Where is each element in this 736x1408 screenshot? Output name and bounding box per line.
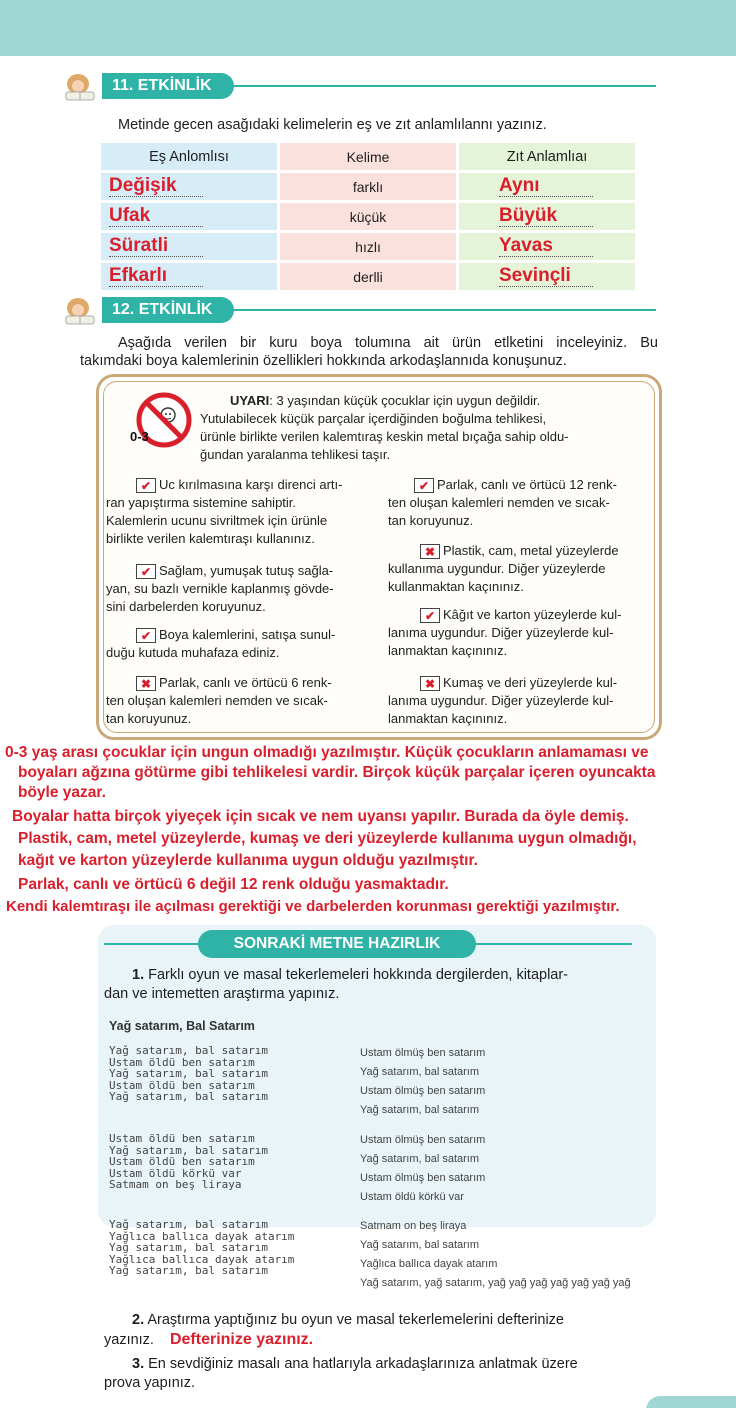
check-mark-icon: ✔ — [414, 478, 434, 493]
activity-11-instruction: Metinde gecen asağıdaki kelimelerin eş ve zıt anlamlılannı yazınız. — [118, 117, 547, 133]
label-line: yan, su bazlı vernikle kaplanmış gövde- — [106, 581, 334, 596]
activity-12-title: 12. ETKİNLİK — [102, 297, 234, 323]
label-item: ✔ Kâğıt ve karton yüzeylerde kul- — [420, 606, 621, 623]
label-line: ran yapıştırma sistemine sahiptir. — [106, 495, 297, 510]
label-line: tan koruyunuz. — [106, 711, 192, 726]
answer-note-line: böyle yazar. — [18, 784, 106, 801]
antonym-answer: Sevinçli — [499, 266, 593, 287]
question-2-line-1: 2. Araştırma yaptığınız bu oyun ve masal tekerlemelerini defterinize — [132, 1312, 564, 1328]
question-1-line-1: 1. Farklı oyun ve masal tekerlemeleri hokkında dergilerden, kitaplar- — [132, 967, 569, 983]
synonym-answer: Değişik — [109, 176, 203, 197]
word-cell: derlli — [280, 263, 456, 290]
header-rule — [104, 943, 198, 945]
question-2-line-2: yazınız. Defterinize yazınız. — [104, 1331, 314, 1348]
label-line: ten oluşan kalemleri nemden ve sıcak- — [106, 693, 328, 708]
word-cell: farklı — [280, 173, 456, 200]
poem-title: Yağ satarım, Bal Satarım — [109, 1019, 255, 1033]
question-2-answer: Defterinize yazınız. — [169, 1331, 314, 1348]
check-mark-icon: ✔ — [420, 608, 440, 623]
activity-12-instruction-line-1: Aşağıda verilen bir kuru boya tolumına ait ürün etlketini inceleyiniz. Bu — [118, 335, 658, 351]
next-text-prep-title: SONRAKİ METNE HAZIRLIK — [198, 930, 476, 958]
poem-right-stanza-3: Satmam on beş liraya Yağ satarım, bal satarım Yağlıca ballıca dayak atarım Yağ satarım, yağ satarım, yağ yağ yağ yağ yağ yağ yağ — [360, 1220, 631, 1289]
page-corner-tab — [646, 1396, 736, 1408]
check-mark-icon: ✔ — [136, 564, 156, 579]
label-line: lanmaktan kaçınınız. — [388, 643, 508, 658]
label-line: ten oluşan kalemleri nemden ve sıcak- — [388, 495, 610, 510]
poem-left-stanza-2: Ustam öldü ben satarım Yağ satarım, bal satarım Ustam öldü ben satarım Ustam öldü körkü var Satmam on beş liraya — [109, 1132, 268, 1191]
table-row — [101, 263, 635, 290]
poem-left-stanza-1: Yağ satarım, bal satarım Ustam öldü ben satarım Yağ satarım, bal satarım Ustam öldü ben satarım Yağ satarım, bal satarım — [109, 1044, 268, 1103]
top-color-band — [0, 0, 736, 56]
question-3-line-2: prova yapınız. — [104, 1375, 196, 1391]
reading-kid-icon — [58, 70, 106, 102]
synonym-answer: Ufak — [109, 206, 203, 227]
activity-11-header — [58, 70, 658, 102]
warning-line-3: ürünle birlikte verilen kalemtıraş keskin metal bıçağa sahip oldu- — [200, 429, 569, 444]
label-item: ✖ Parlak, canlı ve örtücü 6 renk- — [136, 674, 332, 691]
question-3-line-1: 3. En sevdiğiniz masalı ana hatlarıyla arkadaşlarınıza anlatmak üzere — [132, 1356, 578, 1372]
label-line: birlikte verilen kalemtıraşı kullanınız. — [106, 531, 315, 546]
warning-line-1 — [230, 392, 540, 409]
header-antonym: Zıt Anlamlıaı — [459, 143, 635, 170]
word-cell: küçük — [280, 203, 456, 230]
synonym-answer: Efkarlı — [109, 266, 203, 287]
label-item: ✔ Parlak, canlı ve örtücü 12 renk- — [414, 476, 617, 493]
label-item: ✖ Kumaş ve deri yüzeylerde kul- — [420, 674, 617, 691]
reading-kid-icon — [58, 294, 106, 326]
table-row — [101, 233, 635, 260]
label-item: ✔ Uc kırılmasına karşı direnci artı- — [136, 476, 343, 493]
answer-note-line: kağıt ve karton yüzeylerde kullanıma uygun olduğu yazılmıştır. — [18, 852, 478, 869]
age-label: 0-3 — [130, 429, 149, 444]
label-line: kullanmaktan kaçınınız. — [388, 579, 524, 594]
poem-left-stanza-3: Yağ satarım, bal satarım Yağlıca ballıca dayak atarım Yağ satarım, bal satarım Yağlıca ballıca dayak atarım Yağ satarım, bal satarım — [109, 1218, 295, 1277]
label-line: kullanıma uygundur. Diğer yüzeylerde — [388, 561, 606, 576]
answer-note-line: Kendi kalemtıraşı ile açılması gerektiği ve darbelerden korunması gerektiği yazılmıştır. — [6, 898, 620, 915]
synonym-antonym-table — [98, 140, 638, 293]
label-line: lanmaktan kaçınınız. — [388, 711, 508, 726]
answer-note-line: Plastik, cam, metel yüzeylerde, kumaş ve deri yüzeylerde kullanıma uygun olmadığı, — [18, 830, 637, 847]
label-line: lanıma uygundur. Diğer yüzeylerde kul- — [388, 625, 614, 640]
synonym-answer: Süratli — [109, 236, 203, 257]
antonym-answer: Büyük — [499, 206, 593, 227]
poem-right-stanza-1: Ustam ölmüş ben satarım Yağ satarım, bal satarım Ustam ölmüş ben satarım Yağ satarım, bal satarım — [360, 1047, 486, 1116]
warning-line-4: ğundan yaralanma tehlikesi taşır. — [200, 447, 391, 462]
cross-mark-icon: ✖ — [420, 676, 440, 691]
label-line: sini darbelerden koruyunuz. — [106, 599, 266, 614]
answer-note-line: Boyalar hatta birçok yiyeçek için sıcak ve nem uyansı yapılır. Burada da öyle demiş. — [12, 808, 629, 825]
activity-12-header — [58, 294, 658, 326]
check-mark-icon: ✔ — [136, 628, 156, 643]
check-mark-icon: ✔ — [136, 478, 156, 493]
table-header-row — [101, 143, 635, 170]
warning-title: UYARI — [230, 393, 270, 408]
table-row — [101, 173, 635, 200]
label-line: duğu kutuda muhafaza ediniz. — [106, 645, 280, 660]
warning-line-2: Yutulabilecek küçük parçalar içerdiğinden boğulma tehlikesi, — [200, 411, 547, 426]
header-rule — [228, 309, 656, 311]
cross-mark-icon: ✖ — [136, 676, 156, 691]
header-rule — [476, 943, 632, 945]
activity-11-title: 11. ETKİNLİK — [102, 73, 234, 99]
table-row — [101, 203, 635, 230]
label-item: ✔ Boya kalemlerini, satışa sunul- — [136, 626, 335, 643]
warning-text: : 3 yaşından küçük çocuklar için uygun değildir. — [269, 393, 541, 408]
label-item: ✖ Plastik, cam, metal yüzeylerde — [420, 542, 619, 559]
answer-note-line: Parlak, canlı ve örtücü 6 değil 12 renk olduğu yasmaktadır. — [18, 876, 449, 893]
label-line: lanıma uygundur. Diğer yüzeylerde kul- — [388, 693, 614, 708]
activity-12-instruction-line-2: takımdaki boya kalemlerinin özellikleri hokkında arkodaşlannıda konuşunuz. — [80, 353, 567, 369]
cross-mark-icon: ✖ — [420, 544, 440, 559]
answer-note-line: boyaları ağzına götürme gibi tehlikelesi vardir. Birçok küçük parçalar içeren oyuncakta — [18, 764, 656, 781]
header-rule — [228, 85, 656, 87]
label-item: ✔ Sağlam, yumuşak tutuş sağla- — [136, 562, 333, 579]
question-1-line-2: dan ve intemetten araştırma yapınız. — [104, 986, 340, 1002]
antonym-answer: Yavas — [499, 236, 593, 257]
label-line: Kalemlerin ucunu sivriltmek için ürünle — [106, 513, 328, 528]
word-cell: hızlı — [280, 233, 456, 260]
answer-note-line: 0-3 yaş arası çocuklar için ungun olmadığı yazılmıştır. Küçük çocukların anlamaması ve — [5, 744, 649, 761]
header-synonym: Eş Anlomlısı — [101, 143, 277, 170]
antonym-answer: Aynı — [499, 176, 593, 197]
label-line: tan koruyunuz. — [388, 513, 474, 528]
header-word: Kelime — [280, 143, 456, 170]
poem-right-stanza-2: Ustam ölmüş ben satarım Yağ satarım, bal satarım Ustam ölmüş ben satarım Ustam öldü körkü var — [360, 1134, 486, 1203]
